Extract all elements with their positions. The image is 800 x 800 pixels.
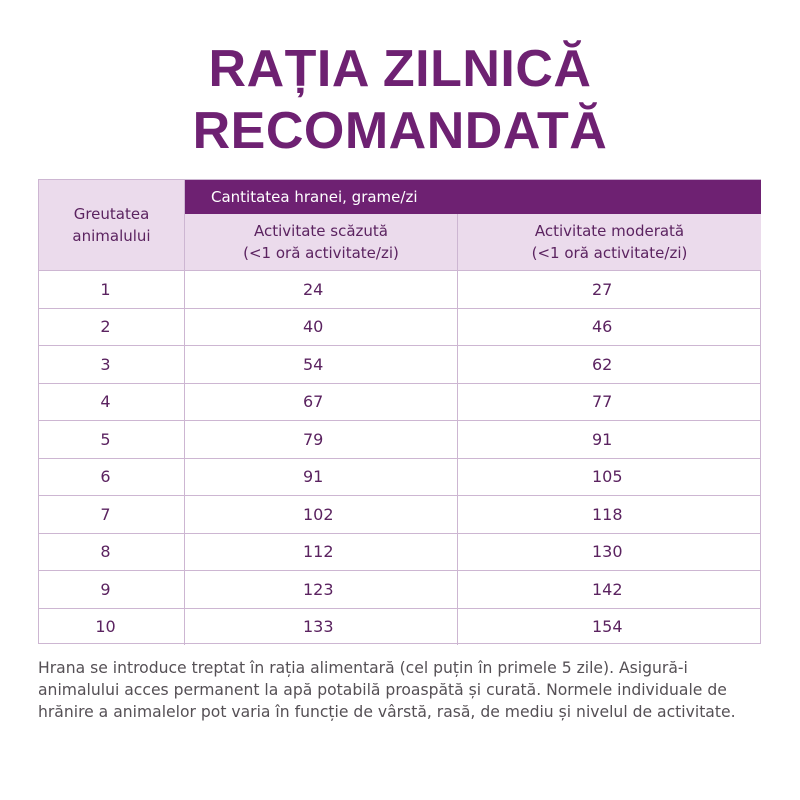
low-activity-cell: 112 (185, 534, 458, 571)
moderate-activity-subtitle: (<1 oră activitate/zi) (531, 244, 688, 262)
low-activity-cell: 79 (185, 421, 458, 458)
low-activity-title: Activitate scăzută (253, 222, 388, 240)
low-activity-cell: 54 (185, 346, 458, 383)
food-quantity-group-header: Cantitatea hranei, grame/zi (185, 180, 761, 214)
low-activity-cell: 102 (185, 496, 458, 533)
title-line-1: RAȚIA ZILNICĂ (208, 40, 592, 98)
feeding-table (38, 179, 761, 644)
low-activity-cell: 91 (185, 459, 458, 496)
moderate-activity-header (458, 214, 761, 270)
feeding-note: Hrana se introduce treptat în rația alimentară (cel puțin în primele 5 zile). Asigură-i animalului acces permanent la apă potabilă proaspătă și curată. Normele individuale de hrănire a animalelor pot varia în funcție de vârstă, rasă, de mediu și nivelul de activitate. (38, 659, 736, 721)
table-row (39, 570, 760, 608)
table-row (39, 533, 760, 571)
low-activity-cell: 67 (185, 384, 458, 421)
moderate-activity-cell: 46 (592, 317, 613, 337)
page-title (0, 38, 800, 162)
table-row (39, 383, 760, 421)
weight-cell: 3 (39, 346, 185, 383)
table-row (39, 270, 760, 308)
weight-cell: 10 (39, 609, 185, 646)
weight-cell: 4 (39, 384, 185, 421)
moderate-activity-cell: 118 (592, 504, 623, 524)
low-activity-cell: 123 (185, 571, 458, 608)
weight-column-header (39, 180, 185, 270)
weight-cell: 1 (39, 271, 185, 308)
moderate-activity-cell: 91 (592, 429, 613, 449)
weight-cell: 7 (39, 496, 185, 533)
moderate-activity-title: Activitate moderată (534, 222, 685, 240)
weight-cell: 2 (39, 309, 185, 346)
title-line-2: RECOMANDATĂ (192, 102, 608, 160)
weight-header-label: Greutatea animalului (72, 205, 151, 245)
weight-cell: 5 (39, 421, 185, 458)
moderate-activity-cell: 105 (592, 467, 623, 487)
table-row (39, 345, 760, 383)
low-activity-cell: 40 (185, 309, 458, 346)
weight-cell: 8 (39, 534, 185, 571)
table-row (39, 420, 760, 458)
table-row (39, 608, 760, 646)
moderate-activity-cell: 62 (592, 354, 613, 374)
low-activity-cell: 133 (185, 609, 458, 646)
moderate-activity-cell: 27 (592, 279, 613, 299)
table-row (39, 458, 760, 496)
low-activity-cell: 24 (185, 271, 458, 308)
table-row (39, 308, 760, 346)
low-activity-subtitle: (<1 oră activitate/zi) (243, 244, 399, 262)
weight-cell: 6 (39, 459, 185, 496)
weight-cell: 9 (39, 571, 185, 608)
low-activity-header (185, 214, 458, 270)
moderate-activity-cell: 130 (592, 542, 623, 562)
moderate-activity-cell: 154 (592, 617, 623, 637)
moderate-activity-cell: 142 (592, 579, 623, 599)
table-body (39, 270, 760, 645)
moderate-activity-cell: 77 (592, 392, 613, 412)
table-row (39, 495, 760, 533)
